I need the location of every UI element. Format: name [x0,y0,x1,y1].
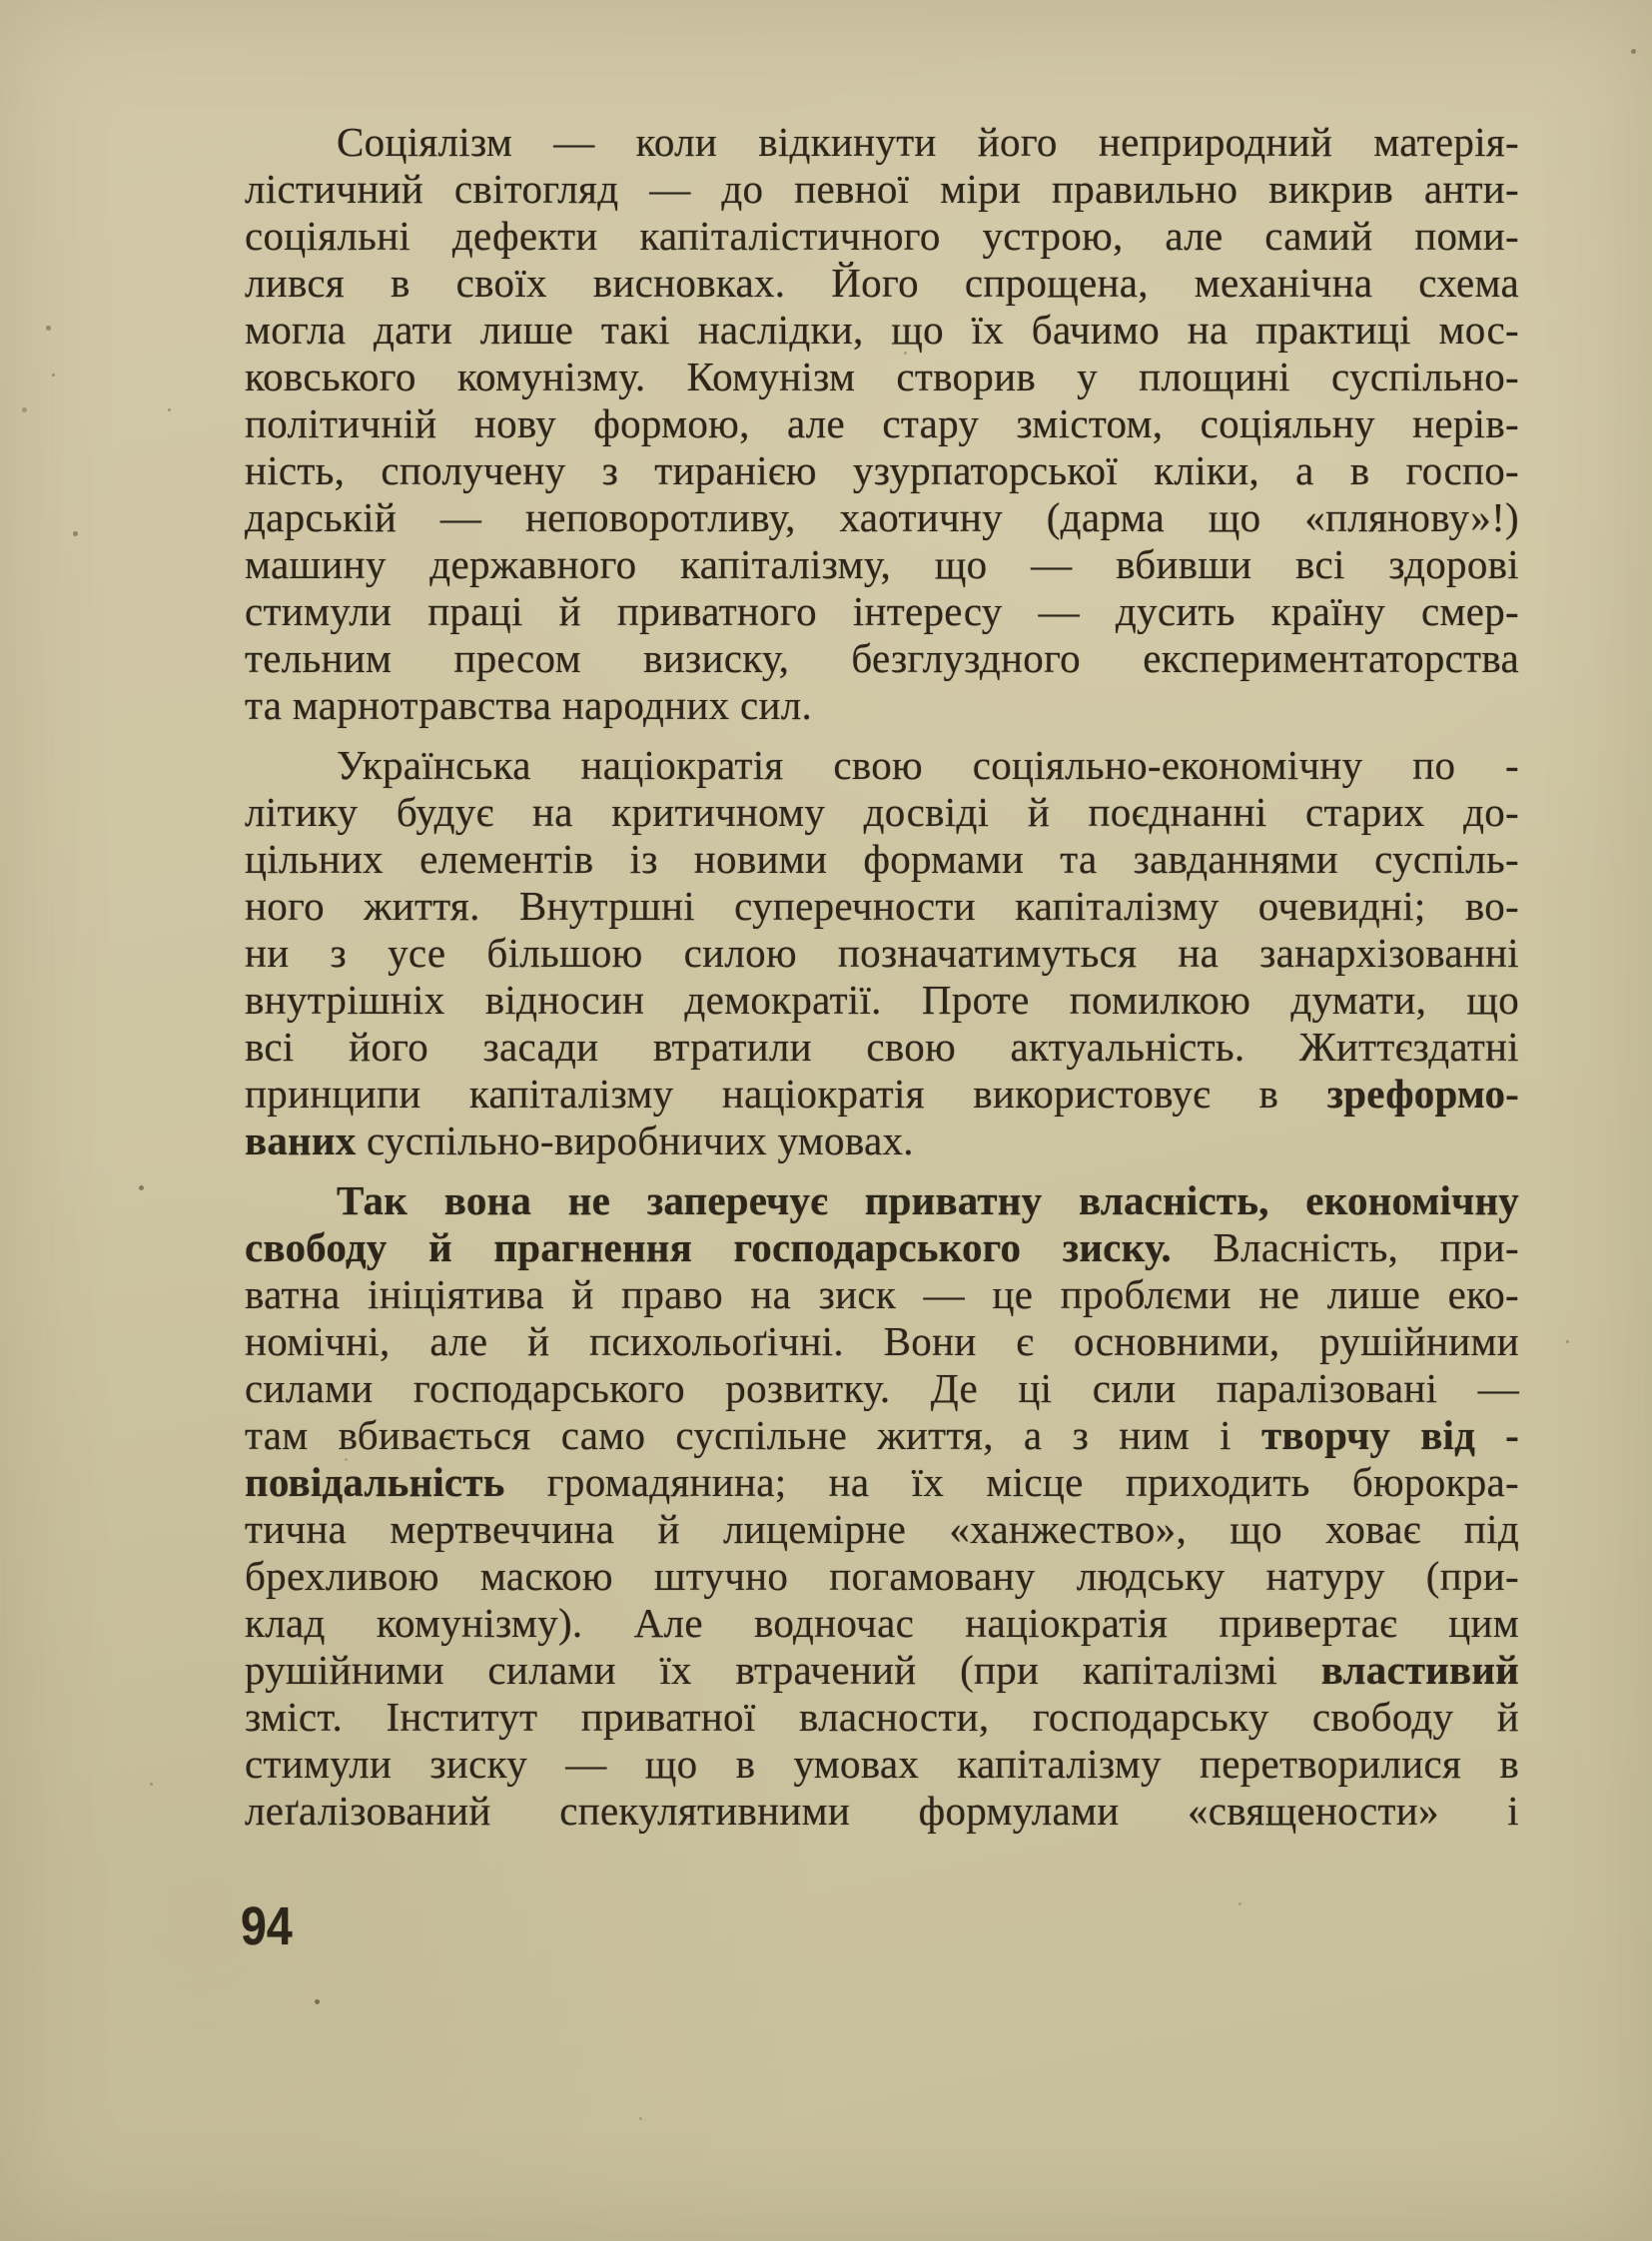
text-line [245,1118,1519,1164]
text-line [245,1177,1519,1224]
text-run: рушійними силами їх втрачений (при капіталізмі [245,1647,1321,1693]
paragraph [245,119,1519,729]
text-run: клад комунізму). Але водночас націократія привертає цим [245,1600,1519,1646]
page-text [245,119,1519,1835]
text-line [245,1741,1519,1788]
text-run: ковського комунізму. Комунізм створив у площині суспільно- [245,354,1519,399]
text-line [245,1553,1519,1600]
text-run: леґалізований спекулятивними формулами «священости» і [245,1788,1519,1834]
text-run: тична мертвеччина й лицемірне «ханжество», що ховає під [245,1506,1519,1552]
bold-text-run: властивий [1320,1647,1519,1693]
text-line [245,682,1519,729]
text-line [245,213,1519,260]
text-run: зміст. Інститут приватної власности, господарську свободу й [245,1694,1519,1740]
text-line [245,447,1519,494]
text-line [245,260,1519,307]
text-run: лістичний світогляд — до певної міри правильно викрив анти- [245,166,1519,212]
text-run: брехливою маскою штучно погамовану людську натуру (при- [245,1553,1519,1599]
text-line [245,400,1519,447]
text-run: ни з усе більшою силою позначатимуться на занархізованні [245,930,1519,976]
bold-text-run: творчу від - [1261,1412,1519,1458]
text-line [245,588,1519,635]
text-run: внутрішніх відносин демократії. Проте помилкою думати, що [245,977,1519,1023]
bold-text-run: повідальність [245,1459,505,1505]
page-number: 94 [241,1896,293,1956]
text-line [245,789,1519,836]
text-run: цільних елементів із новими формами та завданнями суспіль- [245,836,1519,882]
text-line [245,541,1519,588]
text-line [245,1506,1519,1553]
text-line [245,1788,1519,1835]
text-run: всі його засади втратили свою актуальність. Життєздатні [245,1024,1519,1070]
text-line [245,1318,1519,1365]
text-line [245,1071,1519,1118]
text-line [245,1694,1519,1741]
text-line [245,1271,1519,1318]
text-run: суспільно-виробничих умовах. [356,1118,914,1163]
text-line [245,354,1519,400]
bold-text-run: свободу й прагнення господарського зиску. [245,1224,1172,1270]
text-line [245,1459,1519,1506]
text-line [245,977,1519,1024]
bold-text-run: Так вона не заперечує приватну власність, економічну [337,1177,1519,1223]
text-line [245,1224,1519,1271]
text-line [245,930,1519,977]
text-line [245,307,1519,354]
text-run: лився в своїх висновках. Його спрощена, механічна схема [245,260,1519,306]
bold-text-run: зреформо- [1326,1071,1519,1117]
text-line [245,1600,1519,1647]
paper-specks [0,0,3,3]
text-line [245,883,1519,930]
text-run: машину державного капіталізму, що — вбивши всі здорові [245,541,1519,587]
text-line [245,1024,1519,1071]
text-run: Українська націократія свою соціяльно-економічну по - [337,742,1519,788]
text-line [245,1412,1519,1459]
text-line [245,1647,1519,1694]
text-run: силами господарського розвитку. Де ці сили паралізовані — [245,1365,1519,1411]
text-run: там вбивається само суспільне життя, а з ним і [245,1412,1262,1458]
text-run: могла дати лише такі наслідки, що їх бачимо на практиці мос- [245,307,1519,353]
text-run: стимули праці й приватного інтересу — дусить країну смер- [245,588,1519,634]
text-run: принципи капіталізму націократія використовує в [245,1071,1327,1117]
text-run: тельним пресом визиску, безглуздного експериментаторства [245,635,1519,681]
bold-text-run: ваних [245,1118,357,1163]
text-run: ватна ініціятива й право на зиск — це проблєми не лише еко- [245,1271,1519,1317]
text-line [245,635,1519,682]
text-line [245,166,1519,213]
text-line [245,494,1519,541]
text-run: стимули зиску — що в умовах капіталізму перетворилися в [245,1741,1519,1787]
text-run: дарській — неповоротливу, хаотичну (дарма що «плянову»!) [245,494,1519,540]
paragraph [245,1177,1519,1835]
text-run: громадянина; на їх місце приходить бюрокра- [504,1459,1519,1505]
text-run: літику будує на критичному досвіді й поєднанні старих до- [245,789,1519,835]
paragraph [245,742,1519,1164]
text-line [245,1365,1519,1412]
text-line [245,836,1519,883]
text-line [245,119,1519,166]
text-run: Власність, при- [1171,1224,1519,1270]
text-run: соціяльні дефекти капіталістичного устрою, але самий поми- [245,213,1519,259]
text-run: ність, сполучену з тиранією узурпаторської кліки, а в госпо- [245,447,1519,493]
text-run: номічні, але й психольоґічні. Вони є основними, рушійними [245,1318,1519,1364]
text-run: та марнотравства народних сил. [245,682,813,728]
text-run: ного життя. Внутршні суперечности капіталізму очевидні; во- [245,883,1519,929]
text-run: Соціялізм — коли відкинути його неприродний матерія- [337,119,1519,165]
text-line [245,742,1519,789]
text-run: політичній нову формою, але стару змістом, соціяльну нерів- [245,400,1519,446]
